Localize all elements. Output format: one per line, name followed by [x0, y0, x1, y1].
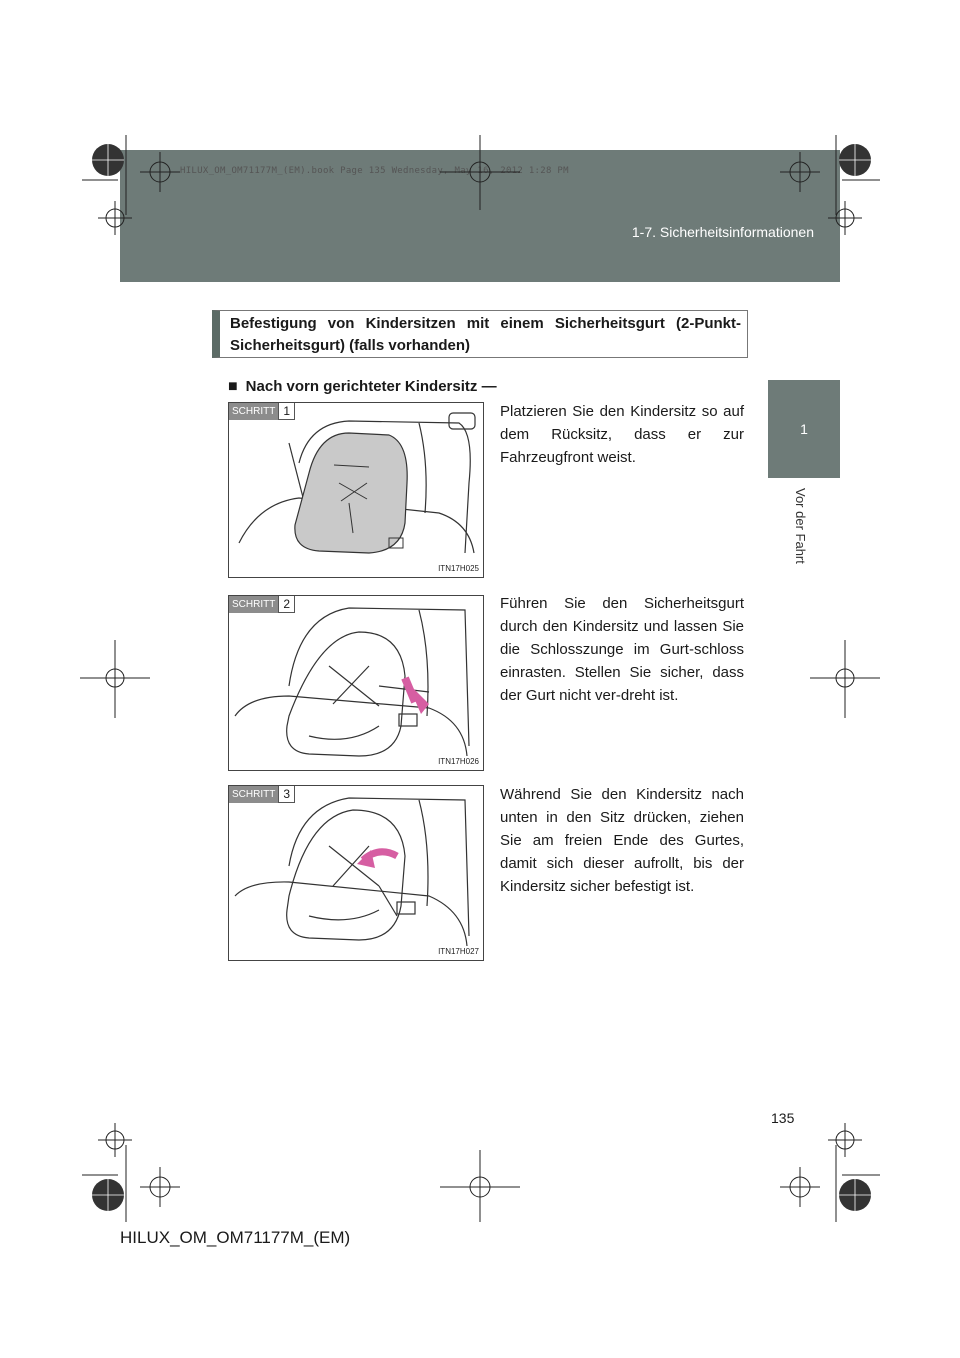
- page-number: 135: [771, 1110, 795, 1126]
- step-3-figure-code: ITN17H027: [438, 947, 479, 956]
- step-1-text: Platzieren Sie den Kindersitz so auf dem Rücksitz, dass er zur Fahrzeugfront weist.: [500, 403, 744, 466]
- square-bullet-icon: ■: [228, 378, 238, 395]
- section-title: Befestigung von Kindersitzen mit einem Sicherheitsgurt (2-Punkt-Sicherheitsgurt) (falls vorhanden): [212, 310, 748, 358]
- step-1-word: SCHRITT: [229, 403, 278, 420]
- registration-target-icon: [80, 135, 880, 1222]
- chapter-title: Vor der Fahrt: [793, 488, 808, 564]
- chapter-number: 1: [800, 421, 808, 437]
- subheading-text: Nach vorn gerichteter Kindersitz —: [245, 378, 497, 395]
- step-3-number: 3: [278, 786, 295, 803]
- step-3-text: Während Sie den Kindersitz nach unten in den Sitz drücken, ziehen Sie am freien Ende des Gurtes, damit sich dieser aufrollt, bis der Kindersitz sicher befestigt ist.: [500, 786, 744, 895]
- step-2-word: SCHRITT: [229, 596, 278, 613]
- step-1-number: 1: [278, 403, 295, 420]
- section-label: 1-7. Sicherheitsinformationen: [631, 224, 814, 240]
- step-2-text: Führen Sie den Sicherheitsgurt durch den Kindersitz und lassen Sie die Schlosszunge im Gurt-schloss einrasten. Stellen Sie sicher, dass der Gurt nicht ver-dreht ist.: [500, 595, 744, 704]
- book-info: HILUX_OM_OM71177M_(EM).book Page 135 Wednesday, May 16, 2012 1:28 PM: [180, 166, 569, 176]
- step-3-word: SCHRITT: [229, 786, 278, 803]
- footer-doc-id: HILUX_OM_OM71177M_(EM): [120, 1228, 351, 1247]
- starburst-mark-icon: [92, 144, 871, 1211]
- step-1-figure-code: ITN17H025: [438, 564, 479, 573]
- step-2-figure-code: ITN17H026: [438, 757, 479, 766]
- step-2-number: 2: [278, 596, 295, 613]
